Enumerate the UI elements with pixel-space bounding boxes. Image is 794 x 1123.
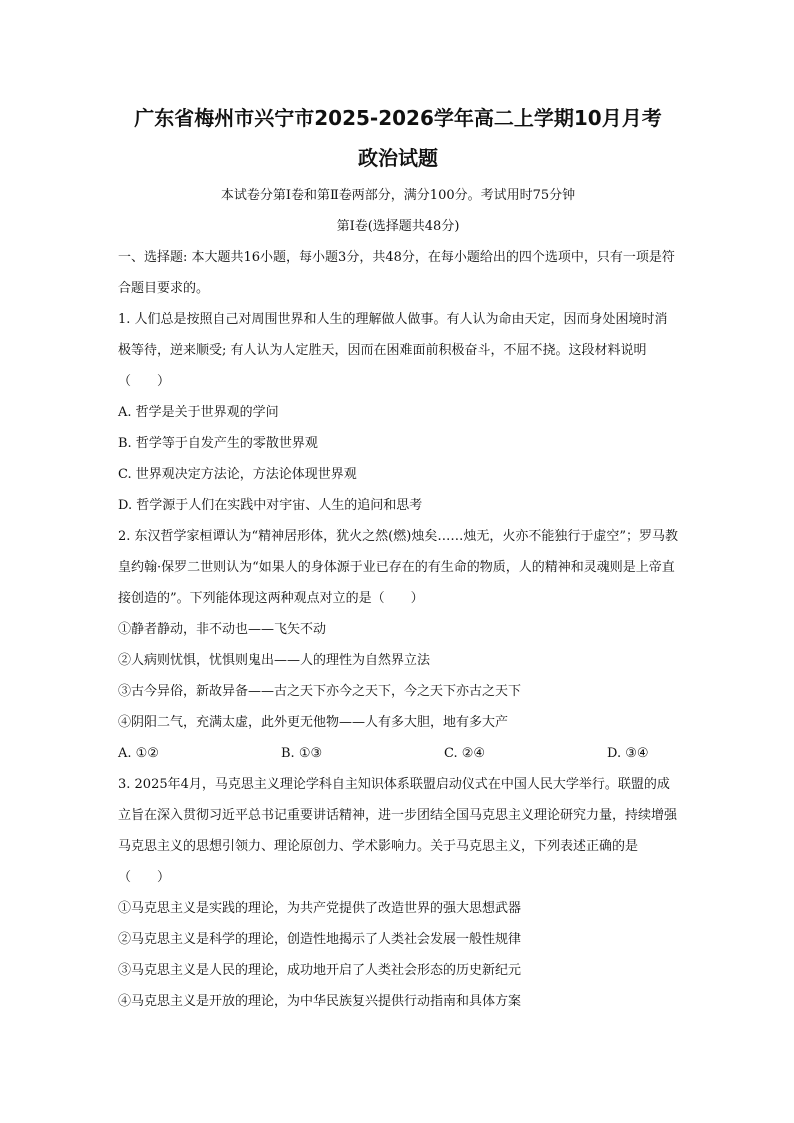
choice-d: D. ③④ bbox=[607, 746, 649, 761]
statement-1: ①静者静动，非不动也——飞矢不动 bbox=[118, 622, 327, 637]
section-instructions: 一、选择题: 本大题共16小题，每小题3分，共48分，在每小题给出的四个选项中，只有一项是符合题目要求的。 bbox=[118, 250, 675, 296]
exam-title: 广东省梅州市兴宁市2025-2026学年高二上学期10月月考 bbox=[134, 106, 662, 130]
choice-a: A. ①② bbox=[118, 746, 159, 761]
statement-4: ④阴阳二气，充满太虚，此外更无他物——人有多大胆，地有多大产 bbox=[118, 715, 509, 730]
statement-3: ③古今异俗，新故异备——古之天下亦今之天下，今之天下亦古之天下 bbox=[118, 684, 522, 699]
exam-info: 本试卷分第Ⅰ卷和第Ⅱ卷两部分，满分100分。考试用时75分钟 bbox=[220, 188, 576, 203]
option-b: B. 哲学等于自发产生的零散世界观 bbox=[118, 436, 318, 451]
choice-c: C. ②④ bbox=[444, 746, 486, 761]
option-a: A. 哲学是关于世界观的学问 bbox=[118, 405, 279, 420]
exam-page bbox=[118, 100, 678, 1017]
question-stem: 1. 人们总是按照自己对周围世界和人生的理解做人做事。有人认为命由天定，因而身处困境时消极等待，逆来顺受; 有人认为人定胜天，因而在困难面前积极奋斗，不屈不挠。这段材料说明（ ） bbox=[118, 312, 668, 389]
question-3 bbox=[118, 769, 678, 1017]
statement-1: ①马克思主义是实践的理论，为共产党提供了改造世界的强大思想武器 bbox=[118, 901, 522, 916]
choice-b: B. ①③ bbox=[281, 746, 323, 761]
statement-2: ②人病则忧惧，忧惧则鬼出——人的理性为自然界立法 bbox=[118, 653, 431, 668]
question-stem: 3. 2025年4月，马克思主义理论学科自主知识体系联盟启动仪式在中国人民大学举行。联盟的成立旨在深入贯彻习近平总书记重要讲话精神，进一步团结全国马克思主义理论研究力量，持续增强马克思主义的思想引领力、理论原创力、学术影响力。关于马克思主义，下列表述正确的是（ ） bbox=[118, 777, 678, 885]
part-heading: 第Ⅰ卷(选择题共48分) bbox=[336, 219, 460, 234]
exam-subject: 政治试题 bbox=[358, 146, 438, 170]
statement-4: ④马克思主义是开放的理论，为中华民族复兴提供行动指南和具体方案 bbox=[118, 994, 522, 1009]
option-d: D. 哲学源于人们在实践中对宇宙、人生的追问和思考 bbox=[118, 498, 423, 513]
answer-choices bbox=[118, 738, 678, 769]
question-2 bbox=[118, 521, 678, 769]
option-c: C. 世界观决定方法论，方法论体现世界观 bbox=[118, 467, 357, 482]
question-1 bbox=[118, 304, 678, 521]
statement-2: ②马克思主义是科学的理论，创造性地揭示了人类社会发展一般性规律 bbox=[118, 932, 522, 947]
question-stem: 2. 东汉哲学家桓谭认为“精神居形体，犹火之然(燃)烛矣……烛无，火亦不能独行于虚空”；罗马教皇约翰·保罗二世则认为“如果人的身体源于业已存在的有生命的物质，人的精神和灵魂则是上帝直接创造的”。下列能体现这两种观点对立的是（ ） bbox=[118, 529, 678, 606]
statement-3: ③马克思主义是人民的理论，成功地开启了人类社会形态的历史新纪元 bbox=[118, 963, 522, 978]
